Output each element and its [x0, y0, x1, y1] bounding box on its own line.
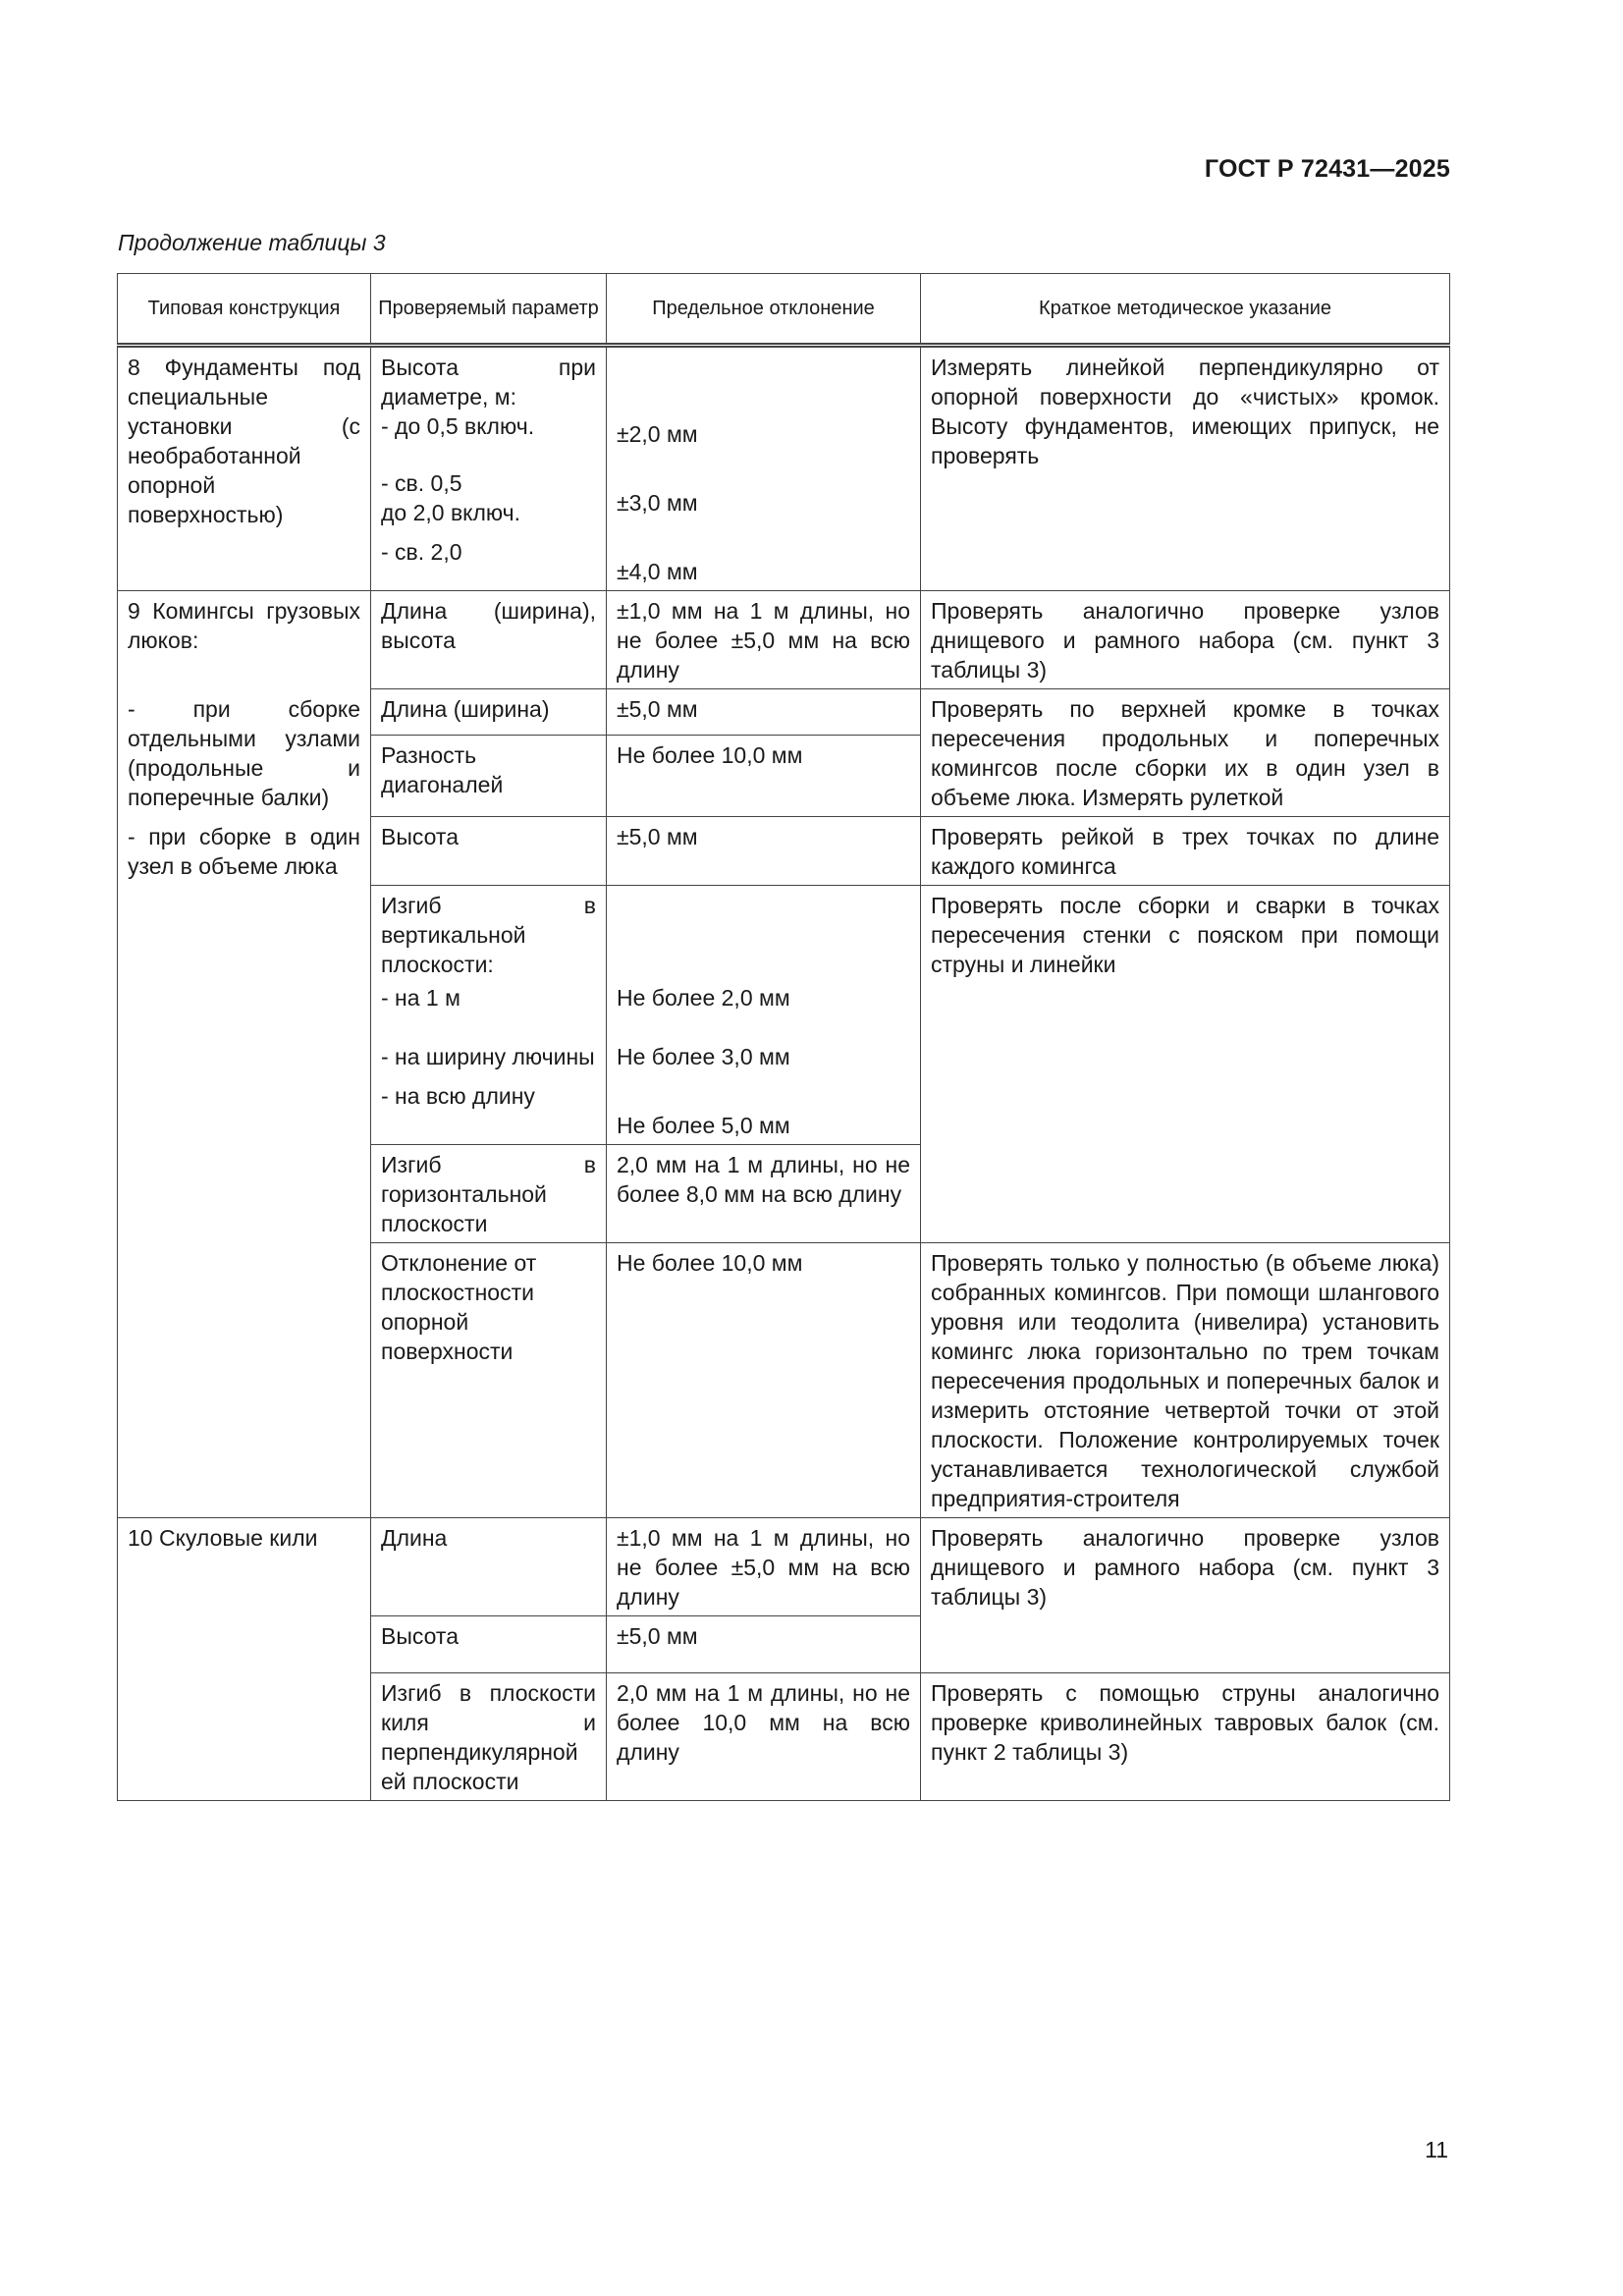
parameter-sub: - св. 2,0 [381, 539, 462, 565]
construction-cell: 8 Фундаменты под специальные установки (с необработанной опорной поверхностью) [118, 346, 371, 591]
method-cell: Проверять по верхней кромке в точках пересечения продольных и поперечных комингсов после сборки их в один узел в объеме люка. Измерять рулеткой [921, 689, 1450, 817]
parameter-sub: до 2,0 включ. [381, 500, 521, 525]
header-deviation: Предельное отклонение [607, 274, 921, 346]
deviation-value: ±3,0 мм [617, 490, 698, 516]
deviation-cell: ±5,0 мм [607, 817, 921, 886]
parameter-sub: - на всю длину [381, 1083, 535, 1109]
parameter-cell: Отклонение от плоскостности опорной поверхности [371, 1243, 607, 1518]
deviation-cell: Не более 10,0 мм [607, 1243, 921, 1518]
method-cell: Измерять линейкой перпендикулярно от опорной поверхности до «чистых» кромок. Высоту фундаментов, имеющих припуск, не проверять [921, 346, 1450, 591]
table-row [118, 591, 1450, 689]
parameter-heading: Высота при диаметре, м: [381, 355, 596, 410]
construction-cell: 10 Скуловые кили [118, 1518, 371, 1801]
deviation-cell [607, 346, 921, 591]
page-number: 11 [1425, 2137, 1448, 2162]
parameter-cell: Изгиб в горизонтальной плоскости [371, 1145, 607, 1243]
parameter-sub: - св. 0,5 [381, 470, 462, 496]
parameter-cell: Изгиб в плоскости киля и перпендикулярной ей плоскости [371, 1673, 607, 1801]
parameter-heading: Изгиб в вертикальной плоскости: [381, 893, 596, 977]
method-cell: Проверять после сборки и сварки в точках пересечения стенки с пояском при помощи струны и линейки [921, 886, 1450, 1243]
parameter-cell: Высота [371, 817, 607, 886]
method-cell: Проверять аналогично проверке узлов днищевого и рамного набора (см. пункт 3 таблицы 3) [921, 591, 1450, 689]
table-row [118, 1518, 1450, 1616]
deviation-cell: ±5,0 мм [607, 689, 921, 736]
construction-cell [118, 591, 371, 1518]
construction-text: 9 Комингсы грузовых люков: [128, 598, 360, 653]
tolerance-table [117, 273, 1450, 1801]
deviation-value: ±2,0 мм [617, 421, 698, 447]
header-construction: Типовая конструкция [118, 274, 371, 346]
deviation-cell: 2,0 мм на 1 м длины, но не более 8,0 мм на всю длину [607, 1145, 921, 1243]
deviation-value: Не более 3,0 мм [617, 1044, 790, 1069]
deviation-cell: Не более 10,0 мм [607, 736, 921, 817]
method-cell: Проверять только у полностью (в объеме люка) собранных комингсов. При помощи шлангового уровня или теодолита (нивелира) установить комингс люка горизонтально по трем точкам пересечения продольных и поперечных балок и измерить отстояние четвертой точки от этой плоскости. Положение контролируемых точек устанавливается технологической службой предприятия-строителя [921, 1243, 1450, 1518]
construction-text: - при сборке в один узел в объеме люка [128, 824, 360, 879]
deviation-value: Не более 5,0 мм [617, 1113, 790, 1138]
parameter-cell: Длина [371, 1518, 607, 1616]
deviation-cell: ±1,0 мм на 1 м длины, но не более ±5,0 мм на всю длину [607, 591, 921, 689]
method-cell: Проверять аналогично проверке узлов днищевого и рамного набора (см. пункт 3 таблицы 3) [921, 1518, 1450, 1673]
parameter-sub: - на 1 м [381, 985, 460, 1011]
deviation-value: ±4,0 мм [617, 559, 698, 584]
table-row [118, 346, 1450, 591]
parameter-cell: Длина (ширина), высота [371, 591, 607, 689]
header-parameter: Проверяемый параметр [371, 274, 607, 346]
deviation-cell: ±5,0 мм [607, 1616, 921, 1673]
header-method: Краткое методическое указание [921, 274, 1450, 346]
parameter-cell [371, 346, 607, 591]
document-code: ГОСТ Р 72431—2025 [1204, 155, 1450, 183]
method-cell: Проверять с помощью струны аналогично проверке криволинейных тавровых балок (см. пункт 2 таблицы 3) [921, 1673, 1450, 1801]
table-header-row [118, 274, 1450, 346]
parameter-cell [371, 886, 607, 1145]
parameter-cell: Длина (ширина) [371, 689, 607, 736]
deviation-value: Не более 2,0 мм [617, 985, 790, 1011]
construction-text: - при сборке отдельными узлами (продольные и поперечные балки) [128, 696, 360, 810]
deviation-cell [607, 886, 921, 1145]
parameter-sub: - на ширину лючины [381, 1044, 595, 1069]
parameter-cell: Разность диагоналей [371, 736, 607, 817]
deviation-cell: 2,0 мм на 1 м длины, но не более 10,0 мм на всю длину [607, 1673, 921, 1801]
parameter-cell: Высота [371, 1616, 607, 1673]
parameter-sub: - до 0,5 включ. [381, 413, 535, 439]
table-caption: Продолжение таблицы 3 [118, 230, 386, 255]
method-cell: Проверять рейкой в трех точках по длине каждого комингса [921, 817, 1450, 886]
deviation-cell: ±1,0 мм на 1 м длины, но не более ±5,0 мм на всю длину [607, 1518, 921, 1616]
